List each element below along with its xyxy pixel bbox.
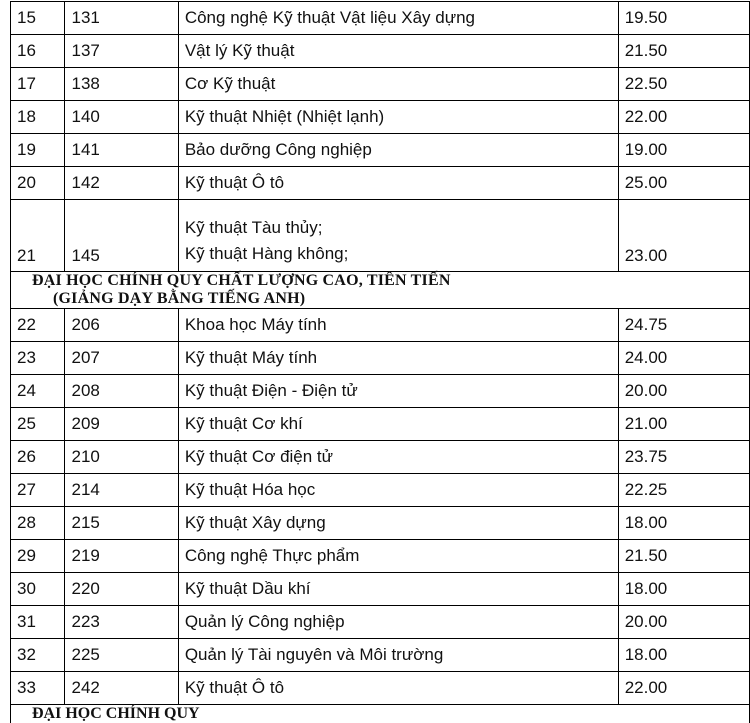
major-code: 140 bbox=[65, 101, 178, 134]
table-row bbox=[11, 167, 750, 200]
cutoff-score: 21.50 bbox=[618, 35, 749, 68]
major-name bbox=[178, 134, 618, 167]
table-row bbox=[11, 200, 750, 272]
table-row bbox=[11, 309, 750, 342]
row-number: 23 bbox=[11, 342, 65, 375]
cutoff-score: 22.00 bbox=[618, 672, 749, 705]
major-code: 138 bbox=[65, 68, 178, 101]
table-row bbox=[11, 35, 750, 68]
row-number: 29 bbox=[11, 540, 65, 573]
major-name-line: Kỹ thuật Tàu thủy; bbox=[185, 215, 612, 241]
row-number: 25 bbox=[11, 408, 65, 441]
major-name-line: Kỹ thuật Ô tô bbox=[185, 173, 612, 193]
table-body-top bbox=[11, 2, 750, 272]
major-name-line: Kỹ thuật Nhiệt (Nhiệt lạnh) bbox=[185, 107, 612, 127]
major-name-line: Kỹ thuật Dầu khí bbox=[185, 579, 612, 599]
major-name bbox=[178, 540, 618, 573]
table-row bbox=[11, 101, 750, 134]
row-number: 19 bbox=[11, 134, 65, 167]
major-name bbox=[178, 507, 618, 540]
major-code: 208 bbox=[65, 375, 178, 408]
cutoff-score: 25.00 bbox=[618, 167, 749, 200]
row-number: 16 bbox=[11, 35, 65, 68]
major-name bbox=[178, 408, 618, 441]
row-number: 33 bbox=[11, 672, 65, 705]
major-name-line: Kỹ thuật Xây dựng bbox=[185, 513, 612, 533]
table-row bbox=[11, 134, 750, 167]
row-number: 30 bbox=[11, 573, 65, 606]
major-name-line: Kỹ thuật Máy tính bbox=[185, 348, 612, 368]
table-row bbox=[11, 474, 750, 507]
major-code: 142 bbox=[65, 167, 178, 200]
major-code: 219 bbox=[65, 540, 178, 573]
major-name-line: Bảo dưỡng Công nghiệp bbox=[185, 140, 612, 160]
major-name bbox=[178, 639, 618, 672]
major-code: 225 bbox=[65, 639, 178, 672]
major-name bbox=[178, 35, 618, 68]
cutoff-score: 18.00 bbox=[618, 573, 749, 606]
row-number: 22 bbox=[11, 309, 65, 342]
cutoff-score: 24.00 bbox=[618, 342, 749, 375]
major-name bbox=[178, 101, 618, 134]
cutoff-score: 18.00 bbox=[618, 507, 749, 540]
row-number: 21 bbox=[11, 200, 65, 272]
table-row bbox=[11, 408, 750, 441]
major-name-line: Khoa học Máy tính bbox=[185, 315, 612, 335]
major-name bbox=[178, 606, 618, 639]
section-heading-line2: (GIẢNG DẠY BẰNG TIẾNG ANH) bbox=[32, 290, 749, 308]
section-heading-group bbox=[11, 272, 750, 309]
major-code: 137 bbox=[65, 35, 178, 68]
cutoff-score: 22.25 bbox=[618, 474, 749, 507]
row-number: 15 bbox=[11, 2, 65, 35]
major-code: 210 bbox=[65, 441, 178, 474]
major-code: 215 bbox=[65, 507, 178, 540]
major-code: 209 bbox=[65, 408, 178, 441]
section-heading-line1: ĐẠI HỌC CHÍNH QUY CHẤT LƯỢNG CAO, TIÊN TIẾN bbox=[32, 272, 451, 289]
row-number: 31 bbox=[11, 606, 65, 639]
major-name-line: Kỹ thuật Điện - Điện tử bbox=[185, 381, 612, 401]
table-row bbox=[11, 441, 750, 474]
major-name-line: Cơ Kỹ thuật bbox=[185, 74, 612, 94]
row-number: 27 bbox=[11, 474, 65, 507]
row-number: 26 bbox=[11, 441, 65, 474]
cutoff-score: 23.00 bbox=[618, 200, 749, 272]
table-row bbox=[11, 375, 750, 408]
major-name-line: Kỹ thuật Hóa học bbox=[185, 480, 612, 500]
table-row bbox=[11, 573, 750, 606]
cutoff-score: 23.75 bbox=[618, 441, 749, 474]
major-code: 242 bbox=[65, 672, 178, 705]
major-code: 131 bbox=[65, 2, 178, 35]
major-code: 145 bbox=[65, 200, 178, 272]
major-name-line: Kỹ thuật Cơ khí bbox=[185, 414, 612, 434]
major-name-line: Kỹ thuật Hàng không; bbox=[185, 241, 612, 267]
table-row bbox=[11, 672, 750, 705]
major-name bbox=[178, 200, 618, 272]
cutoff-score: 24.75 bbox=[618, 309, 749, 342]
major-code: 207 bbox=[65, 342, 178, 375]
partial-heading-group bbox=[11, 705, 750, 723]
cutoff-score: 18.00 bbox=[618, 639, 749, 672]
table-row bbox=[11, 2, 750, 35]
table-body-bottom bbox=[11, 309, 750, 705]
cutoff-score: 21.50 bbox=[618, 540, 749, 573]
major-name-line: Kỹ thuật Ô tô bbox=[185, 678, 612, 698]
major-name-line: Công nghệ Kỹ thuật Vật liệu Xây dựng bbox=[185, 8, 612, 28]
major-name-line: Quản lý Tài nguyên và Môi trường bbox=[185, 645, 612, 665]
table-row bbox=[11, 507, 750, 540]
major-name bbox=[178, 441, 618, 474]
table-row bbox=[11, 342, 750, 375]
major-code: 214 bbox=[65, 474, 178, 507]
major-name bbox=[178, 474, 618, 507]
major-name-line: Công nghệ Thực phẩm bbox=[185, 546, 612, 566]
cutoff-score: 22.50 bbox=[618, 68, 749, 101]
major-code: 206 bbox=[65, 309, 178, 342]
partial-heading-row bbox=[11, 705, 750, 723]
major-name-line: Quản lý Công nghiệp bbox=[185, 612, 612, 632]
cutoff-score: 20.00 bbox=[618, 375, 749, 408]
major-code: 141 bbox=[65, 134, 178, 167]
admission-score-table bbox=[10, 1, 750, 723]
row-number: 24 bbox=[11, 375, 65, 408]
row-number: 32 bbox=[11, 639, 65, 672]
table-row bbox=[11, 68, 750, 101]
major-name bbox=[178, 309, 618, 342]
cutoff-score: 22.00 bbox=[618, 101, 749, 134]
major-name-line: Kỹ thuật Cơ điện tử bbox=[185, 447, 612, 467]
row-number: 18 bbox=[11, 101, 65, 134]
major-name bbox=[178, 375, 618, 408]
table-row bbox=[11, 540, 750, 573]
table-row bbox=[11, 606, 750, 639]
row-number: 17 bbox=[11, 68, 65, 101]
row-number: 28 bbox=[11, 507, 65, 540]
major-code: 220 bbox=[65, 573, 178, 606]
major-name bbox=[178, 342, 618, 375]
major-name bbox=[178, 672, 618, 705]
major-name bbox=[178, 68, 618, 101]
cutoff-score: 20.00 bbox=[618, 606, 749, 639]
cutoff-score: 21.00 bbox=[618, 408, 749, 441]
table-row bbox=[11, 639, 750, 672]
major-name-line: Vật lý Kỹ thuật bbox=[185, 41, 612, 61]
section-heading-row bbox=[11, 272, 750, 309]
row-number: 20 bbox=[11, 167, 65, 200]
cutoff-score: 19.00 bbox=[618, 134, 749, 167]
section-heading bbox=[11, 272, 750, 309]
major-name bbox=[178, 573, 618, 606]
major-name bbox=[178, 167, 618, 200]
partial-heading: ĐẠI HỌC CHÍNH QUY bbox=[11, 705, 750, 723]
major-name bbox=[178, 2, 618, 35]
cutoff-score: 19.50 bbox=[618, 2, 749, 35]
major-code: 223 bbox=[65, 606, 178, 639]
